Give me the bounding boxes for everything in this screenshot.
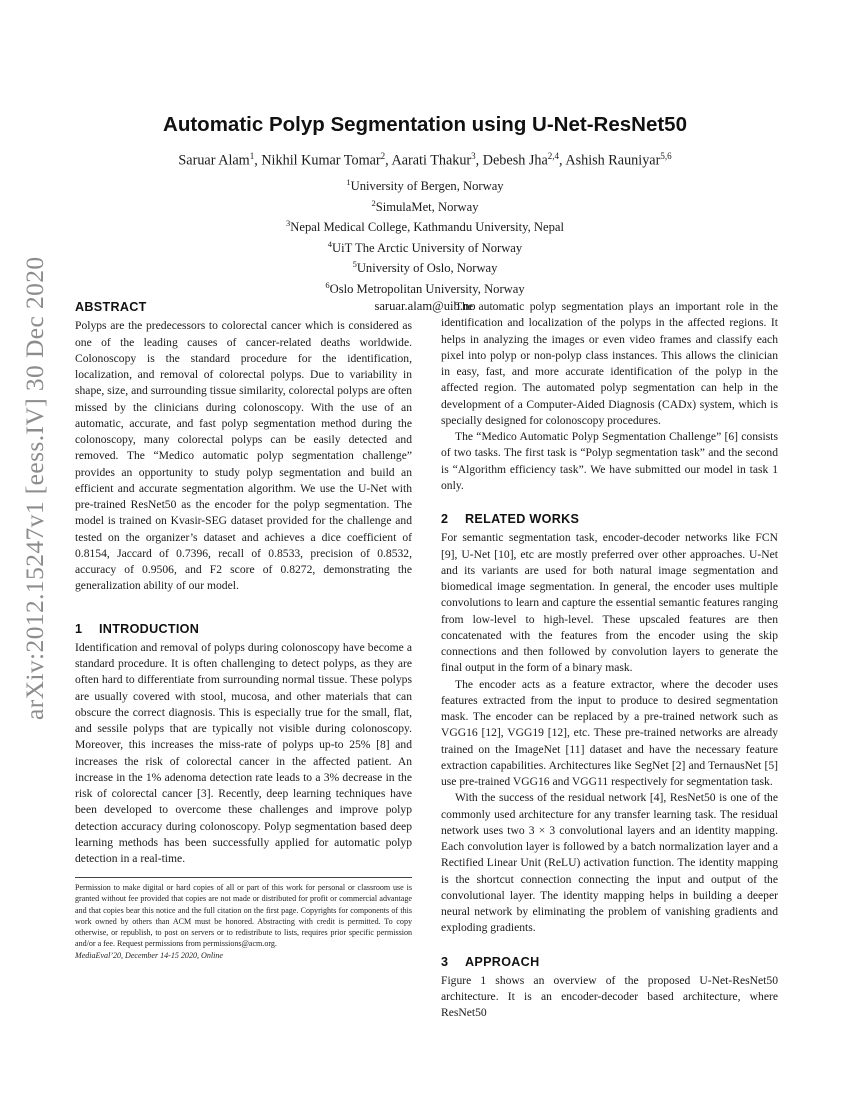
author-list: Saruar Alam$^1$, Nikhil Kumar Tomar$^2$, Aarati Thakur$^3$, Debesh Jha$^{2,4}$, Ashish Rauniyar$^{5,6}$ xyxy=(178,151,672,169)
author-affil-mark: 2 xyxy=(380,151,386,161)
affiliation-text: University of Bergen, Norway xyxy=(350,179,504,194)
author-name: Ashish Rauniyar xyxy=(565,152,661,169)
left-column xyxy=(75,299,412,867)
affiliation xyxy=(150,195,700,216)
affiliation xyxy=(150,256,700,277)
approach-heading xyxy=(441,954,778,970)
section-title: APPROACH xyxy=(465,954,540,969)
affiliation-text: Oslo Metropolitan University, Norway xyxy=(329,282,525,297)
abstract-text: Polyps are the predecessors to colorectal cancer which is considered as one of the leading causes of cancer-related deaths worldwide. Colonoscopy is the standard procedure for the identification, localization, and removal of colorectal polyps. Due to variability in shape, size, and surrounding tissue similarity, colorectal polyps are often missed by the clinicians during colonoscopy. With the use of an automatic, accurate, and fast polyp segmentation method during the colonoscopy, many colorectal polyps can be easily detected and removed. The “Medico automatic polyp segmentation challenge” provides an opportunity to study polyp segmentation and build an efficient and accurate segmentation algorithm. We use the U-Net with pre-trained ResNet50 as the encoder for the polyp segmentation. The model is trained on Kvasir-SEG dataset provided for the challenge and tested on the organizer’s dataset and achieves a dice coefficient of 0.8154, Jaccard of 0.7396, recall of 0.8533, precision of 0.8532, accuracy of 0.9506, and F2 score of 0.8272, demonstrating the generalization ability of our model. xyxy=(75,319,412,593)
related-works-heading xyxy=(441,511,778,527)
intro-paragraph: The automatic polyp segmentation plays an important role in the identification and localization of the polyps in the affected regions. It helps in analyzing the images or even video frames and classify each pixel into polyp or non-polyp class instances. This allows the clinician in easy, fast, and more accurate identification of the polyp in the affected region. The automated polyp segmentation can help in the development of a Computer-Aided Diagnosis (CADx) system, which is specially designed for colonoscopy procedures. xyxy=(441,300,778,427)
copyright-footnote xyxy=(75,877,412,961)
author-name: Saruar Alam xyxy=(178,152,250,169)
affiliation xyxy=(150,236,700,257)
venue-line: MediaEval’20, December 14-15 2020, Online xyxy=(75,950,223,960)
section-title: INTRODUCTION xyxy=(99,621,200,636)
affiliation-list xyxy=(150,174,700,314)
author-name: Nikhil Kumar Tomar xyxy=(261,152,381,169)
affiliation-text: SimulaMet, Norway xyxy=(375,199,479,214)
affiliation-mark: 4 xyxy=(327,238,333,249)
author-affil-mark: 3 xyxy=(471,151,476,161)
author-affil-mark: 5,6 xyxy=(660,151,672,161)
affiliation xyxy=(150,277,700,298)
abstract-heading: ABSTRACT xyxy=(75,300,147,314)
contact-email: saruar.alam@uib.no xyxy=(374,298,476,313)
section-number: 3 xyxy=(441,954,449,969)
affiliation-mark: 1 xyxy=(346,177,351,187)
section-number: 2 xyxy=(441,512,449,526)
related-paragraph: For semantic segmentation task, encoder-decoder networks like FCN [9], U-Net [10], etc are mostly preferred over other approaches. U-Net and its variants are used for both natural image segmentation and biomedical image segmentation. In general, the encoder uses multiple convolutions to learn and capture the essential semantic features ranging from low-level to high-level. These upscaled features are then concatenated with the features from the encoder using the skip connections and then followed by convolution layers to generate the final output in the form of a binary mask. xyxy=(441,531,778,675)
affiliation-text: University of Oslo, Norway xyxy=(356,261,498,276)
affiliation xyxy=(150,174,700,195)
author-name: Aarati Thakur xyxy=(391,152,472,169)
author-affil-mark: 1 xyxy=(249,151,255,161)
arxiv-identifier: arXiv:2012.15247v1 [eess.IV] 30 Dec 2020 xyxy=(20,256,49,720)
affiliation-text: Nepal Medical College, Kathmandu University, Nepal xyxy=(290,220,564,235)
right-column xyxy=(441,299,778,1022)
approach-paragraph: Figure 1 shows an overview of the proposed U-Net-ResNet50 architecture. It is an encoder-decoder based architecture, where ResNet50 xyxy=(441,973,778,1020)
permission-notice: Permission to make digital or hard copies of all or part of this work for personal or classroom use is granted without fee provided that copies are not made or distributed for profit or commercial advantage and that copies bear this notice and the full citation on the first page. Copyrights for components of this work owned by others than ACM must be honored. Abstracting with credit is permitted. To copy otherwise, or republish, to post on servers or to redistribute to lists, requires prior specific permission and/or a fee. Request permissions from permissions@acm.org. xyxy=(75,883,412,949)
author-affil-mark: 2,4 xyxy=(547,151,560,161)
affiliation-mark: 5 xyxy=(352,259,357,270)
introduction-text: Identification and removal of polyps during colonoscopy have become a standard procedure. It is often challenging to detect polyps, as they are often hard to differentiate from surrounding normal tissue. These polyps are usually covered with stool, mucosa, and other materials that can obscure the correct diagnosis. This is especially true for the small, flat, and sessile polyps that are typically not visible during colonoscopy. Moreover, this increases the miss-rate of polyps up-to 25% [8] and increases the risk of colorectal cancer in the affected patient. An increase in the 1% adenoma detection rate leads to a 3% decrease in the risk of colorectal cancer [3]. Recently, deep learning techniques have been developed to overcome these challenges and improve polyp detection accuracy during colonoscopy. Polyp segmentation based deep learning methods has been successfully applied for automatic polyp detection in a real-time. xyxy=(75,640,412,865)
paper-title: Automatic Polyp Segmentation using U-Net-ResNet50 xyxy=(163,113,687,136)
introduction-heading xyxy=(75,621,412,637)
affiliation-mark: 3 xyxy=(286,218,291,229)
related-paragraph: With the success of the residual network [4], ResNet50 is one of the commonly used architecture for any transfer learning task. The residual network uses two 3 × 3 convolutional layers and an identity mapping. Each convolution layer is followed by a batch normalization layer and a Rectified Linear Unit (ReLU) activation function. The identity mapping is the shortcut connection connecting the input and output of the convolutional layer. The identity mapping helps in building a deeper neural network by eliminating the problem of vanishing gradients and exploding gradients. xyxy=(441,791,778,935)
affiliation-text: UiT The Arctic University of Norway xyxy=(332,240,523,255)
affiliation-mark: 2 xyxy=(371,197,376,208)
section-number: 1 xyxy=(75,621,83,636)
section-title: RELATED WORKS xyxy=(465,512,580,526)
intro-paragraph: The “Medico Automatic Polyp Segmentation Challenge” [6] consists of two tasks. The first task is “Polyp segmentation task” and the second is “Algorithm efficiency task”. We have submitted our model in task 1 only. xyxy=(441,430,778,492)
affiliation-mark: 6 xyxy=(325,279,330,290)
affiliation xyxy=(150,215,700,236)
related-paragraph: The encoder acts as a feature extractor, where the decoder uses features extracted from the input to produce to desired segmentation mask. The encoder can be replaced by a pre-trained network such as VGG16 [12], VGG19 [12], etc. These pre-trained networks are already trained on the ImageNet [11] dataset and have the necessary feature extraction capabilities. Architectures like SegNet [2] and TernausNet [5] use pre-trained VGG16 and VGG11 respectively for segmentation task. xyxy=(441,677,778,788)
author-name: Debesh Jha xyxy=(482,152,548,169)
